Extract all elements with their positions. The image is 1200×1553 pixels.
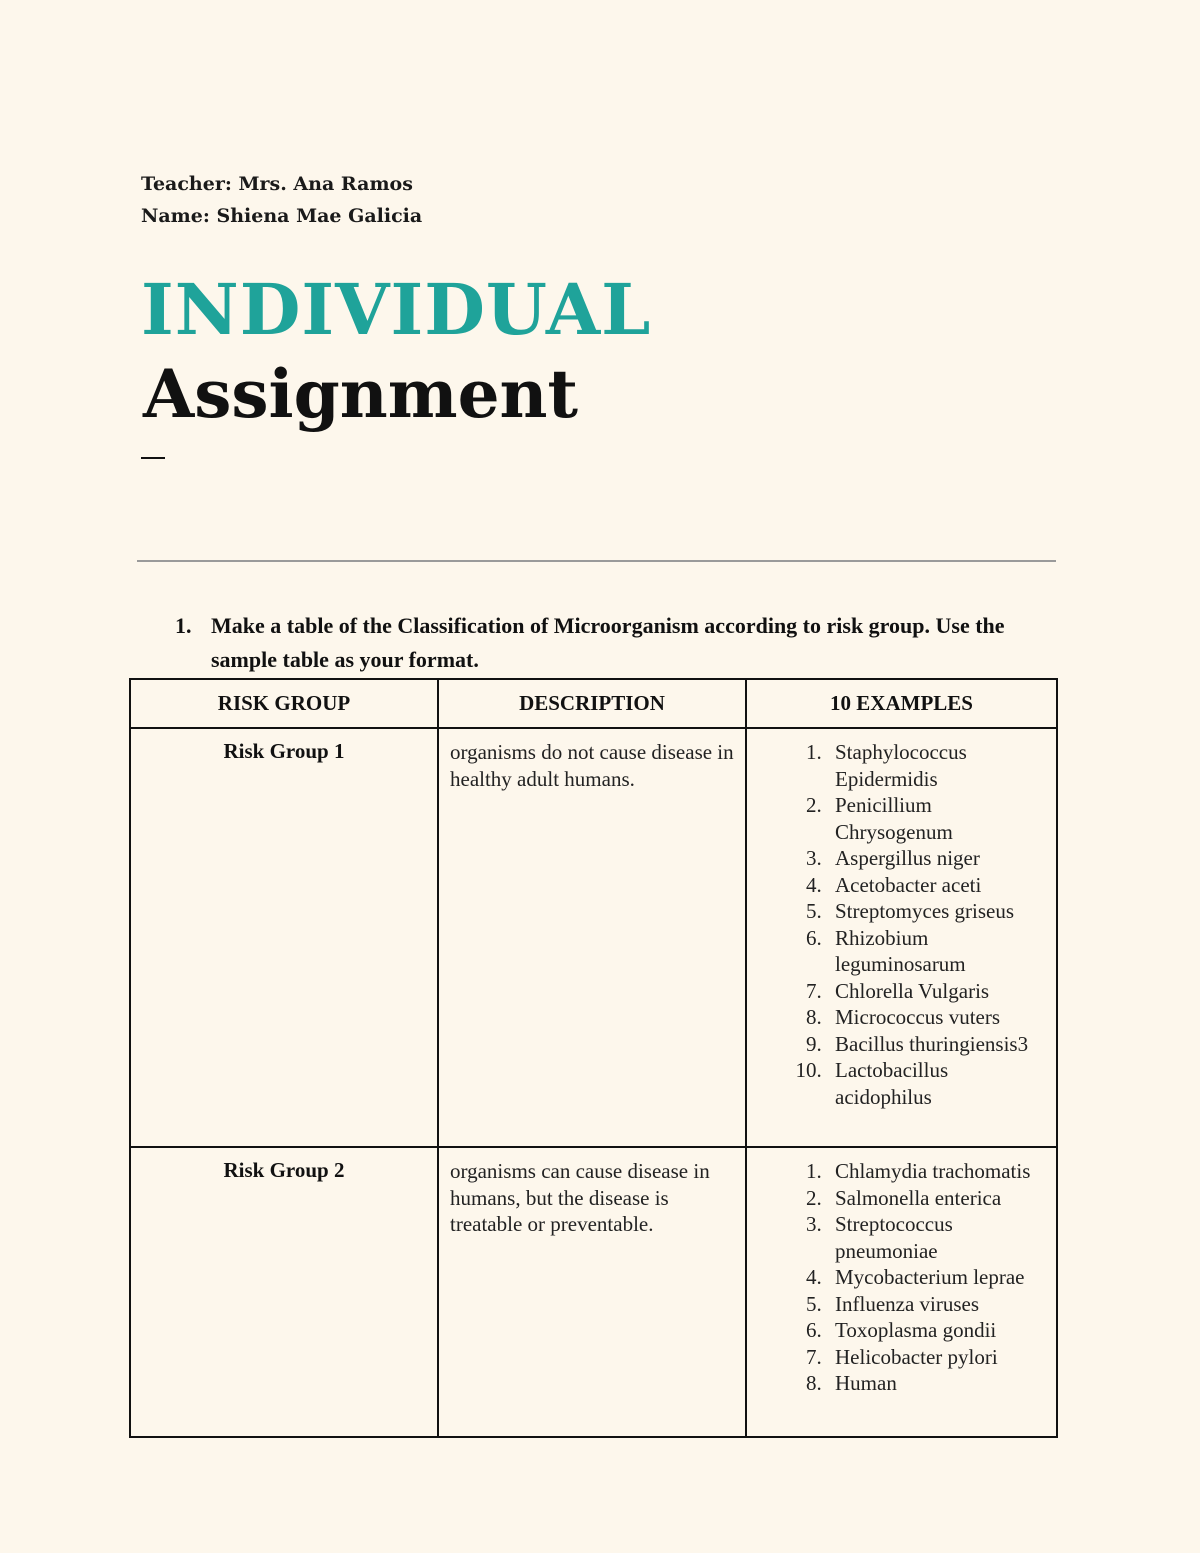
header-examples: 10 EXAMPLES	[746, 679, 1057, 728]
examples-cell	[746, 1147, 1057, 1437]
horizontal-rule	[137, 560, 1056, 562]
risk-group-label: Risk Group 1	[130, 728, 438, 1147]
risk-group-label: Risk Group 2	[130, 1147, 438, 1437]
examples-list	[747, 739, 1048, 1110]
risk-group-table	[129, 678, 1058, 1438]
list-item: 9. Bacillus thuringiensis3	[827, 1031, 1048, 1058]
document-header	[141, 168, 422, 232]
list-item: 6. Toxoplasma gondii	[827, 1317, 1048, 1344]
list-item: 1. Chlamydia trachomatis	[827, 1158, 1048, 1185]
title-sub: Assignment	[143, 355, 579, 433]
list-item: 1. Staphylococcus Epidermidis	[827, 739, 1048, 792]
question-number: 1.	[175, 613, 192, 638]
list-item: 4. Mycobacterium leprae	[827, 1264, 1048, 1291]
list-item: 8. Human	[827, 1370, 1048, 1397]
question-text: Make a table of the Classification of Microorganism according to risk group. Use the sample table as your format.	[211, 613, 1005, 672]
list-item: 3. Streptococcus pneumoniae	[827, 1211, 1048, 1264]
list-item: 8. Micrococcus vuters	[827, 1004, 1048, 1031]
list-item: 4. Acetobacter aceti	[827, 872, 1048, 899]
title-dash	[141, 457, 165, 459]
list-item: 3. Aspergillus niger	[827, 845, 1048, 872]
question-item	[175, 609, 1045, 677]
risk-group-description: organisms do not cause disease in healthy adult humans.	[438, 728, 746, 1147]
list-item: 7. Helicobacter pylori	[827, 1344, 1048, 1371]
list-item: 5. Streptomyces griseus	[827, 898, 1048, 925]
list-item: 6. Rhizobium leguminosarum	[827, 925, 1048, 978]
table-row	[130, 1147, 1057, 1437]
header-risk-group: RISK GROUP	[130, 679, 438, 728]
teacher-line: Teacher: Mrs. Ana Ramos	[141, 173, 413, 195]
title-main: INDIVIDUAL	[141, 268, 652, 351]
list-item: 2. Penicillium Chrysogenum	[827, 792, 1048, 845]
table-row	[130, 728, 1057, 1147]
list-item: 5. Influenza viruses	[827, 1291, 1048, 1318]
risk-group-description: organisms can cause disease in humans, but the disease is treatable or preventable.	[438, 1147, 746, 1437]
examples-cell	[746, 728, 1057, 1147]
list-item: 10. Lactobacillus acidophilus	[827, 1057, 1048, 1110]
list-item: 2. Salmonella enterica	[827, 1185, 1048, 1212]
header-description: DESCRIPTION	[438, 679, 746, 728]
student-name-line: Name: Shiena Mae Galicia	[141, 205, 423, 227]
examples-list	[747, 1158, 1048, 1397]
list-item: 7. Chlorella Vulgaris	[827, 978, 1048, 1005]
table-header-row	[130, 679, 1057, 728]
